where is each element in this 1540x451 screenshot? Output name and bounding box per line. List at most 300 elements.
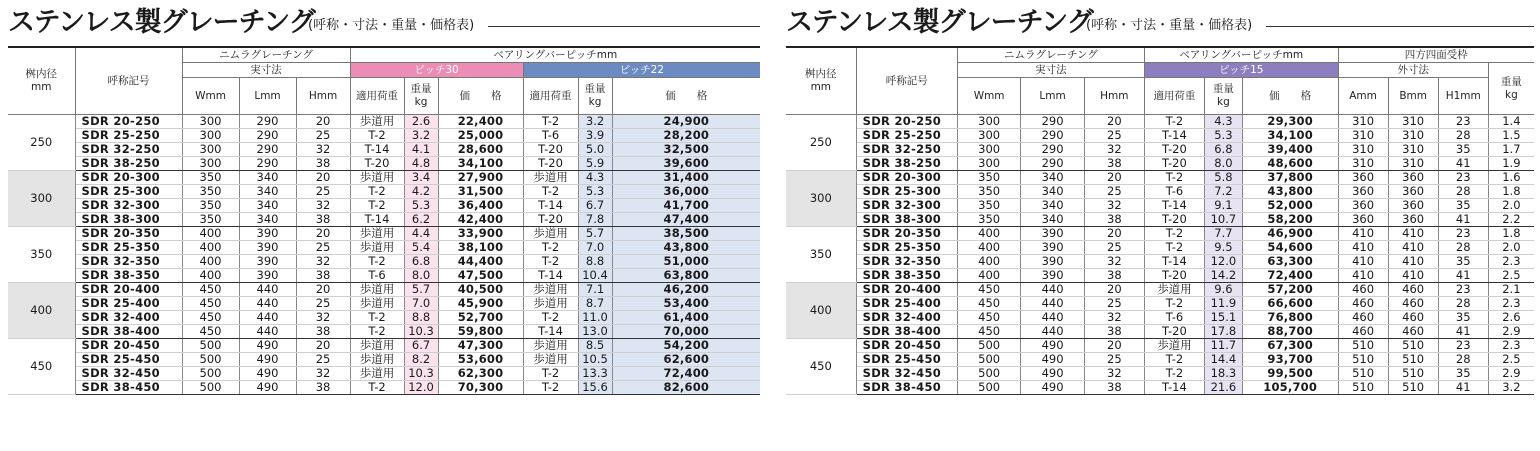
l-cell: 290 — [1021, 129, 1084, 143]
h1-cell: 41 — [1438, 381, 1488, 395]
price-cell: 43,800 — [1242, 185, 1338, 199]
load-cell: T-6 — [350, 269, 404, 283]
table-row — [786, 199, 1534, 213]
price-header: 価 格 — [612, 78, 760, 115]
code-cell: SDR 25-300 — [75, 185, 182, 199]
l-cell: 490 — [1021, 339, 1084, 353]
h-cell: 20 — [1084, 339, 1144, 353]
h-cell: 20 — [1084, 115, 1144, 129]
weight-cell: 8.0 — [1204, 157, 1242, 171]
left-title-row — [8, 6, 760, 46]
left-title-rule — [488, 26, 760, 27]
table-row — [786, 143, 1534, 157]
price-cell: 33,900 — [438, 227, 523, 241]
frame-weight-cell: 2.3 — [1488, 297, 1534, 311]
h1-cell: 35 — [1438, 143, 1488, 157]
b-cell: 510 — [1388, 367, 1438, 381]
well-dia-header: 桝内径 mm — [786, 47, 856, 115]
h-cell: 25 — [1084, 129, 1144, 143]
code-cell: SDR 32-300 — [856, 199, 957, 213]
code-cell: SDR 25-250 — [75, 129, 182, 143]
w-cell: 350 — [182, 213, 239, 227]
weight-cell: 7.8 — [578, 213, 612, 227]
price-cell: 58,200 — [1242, 213, 1338, 227]
h-cell: 32 — [296, 143, 350, 157]
product-header: ニムラグレーチング — [957, 47, 1144, 63]
w-cell: 350 — [957, 171, 1020, 185]
code-cell: SDR 25-300 — [856, 185, 957, 199]
frame-weight-cell: 1.4 — [1488, 115, 1534, 129]
price-cell: 38,500 — [612, 227, 760, 241]
h1-cell: 41 — [1438, 213, 1488, 227]
load-cell: 歩道用 — [523, 297, 578, 311]
code-cell: SDR 20-350 — [856, 227, 957, 241]
w-cell: 500 — [957, 353, 1020, 367]
price-cell: 36,000 — [612, 185, 760, 199]
weight-cell: 12.0 — [1204, 255, 1242, 269]
frame-weight-cell: 2.5 — [1488, 269, 1534, 283]
load-cell: T-2 — [523, 185, 578, 199]
h1-cell: 28 — [1438, 353, 1488, 367]
price-cell: 25,000 — [438, 129, 523, 143]
weight-cell: 2.6 — [404, 115, 438, 129]
load-cell: 歩道用 — [523, 283, 578, 297]
load-cell: 歩道用 — [523, 339, 578, 353]
table-row — [786, 157, 1534, 171]
h-cell: 32 — [296, 311, 350, 325]
l-cell: 490 — [239, 339, 296, 353]
code-cell: SDR 32-400 — [75, 311, 182, 325]
code-cell: SDR 25-400 — [75, 297, 182, 311]
l-cell: 290 — [239, 129, 296, 143]
w-cell: 300 — [182, 115, 239, 129]
weight-cell: 7.0 — [404, 297, 438, 311]
l-cell: 440 — [1021, 283, 1084, 297]
load-cell: 歩道用 — [350, 115, 404, 129]
price-cell: 51,000 — [612, 255, 760, 269]
well-diameter-cell: 450 — [8, 339, 75, 395]
b-cell: 460 — [1388, 283, 1438, 297]
price-cell: 53,400 — [612, 297, 760, 311]
load-cell: T-20 — [1144, 269, 1204, 283]
w-cell: 400 — [182, 269, 239, 283]
a-cell: 360 — [1338, 199, 1388, 213]
price-cell: 48,600 — [1242, 157, 1338, 171]
w-cell: 400 — [957, 255, 1020, 269]
frame-weight-cell: 2.0 — [1488, 241, 1534, 255]
price-cell: 70,000 — [612, 325, 760, 339]
frame-weight-cell: 2.3 — [1488, 339, 1534, 353]
price-cell: 31,500 — [438, 185, 523, 199]
load-header: 適用荷重 — [350, 78, 404, 115]
table-row — [786, 339, 1534, 353]
h-cell: 32 — [1084, 255, 1144, 269]
a-cell: 460 — [1338, 325, 1388, 339]
table-row — [8, 269, 760, 283]
load-cell: T-2 — [350, 185, 404, 199]
weight-cell: 5.9 — [578, 157, 612, 171]
w-cell: 350 — [182, 185, 239, 199]
left-title: ステンレス製グレーチング — [8, 7, 315, 38]
l-cell: 340 — [1021, 185, 1084, 199]
w-cell: 500 — [957, 339, 1020, 353]
load-cell: T-14 — [1144, 381, 1204, 395]
l-cell: 290 — [1021, 115, 1084, 129]
h1-cell: 23 — [1438, 339, 1488, 353]
price-cell: 28,600 — [438, 143, 523, 157]
pitch-30-header: ピッチ30 — [350, 63, 523, 78]
price-cell: 54,600 — [1242, 241, 1338, 255]
a-cell: 510 — [1338, 367, 1388, 381]
price-cell: 34,100 — [1242, 129, 1338, 143]
load-cell: T-2 — [1144, 241, 1204, 255]
frame-weight-cell: 2.0 — [1488, 199, 1534, 213]
weight-cell: 10.3 — [404, 367, 438, 381]
table-row — [786, 367, 1534, 381]
l-cell: 390 — [239, 241, 296, 255]
l-cell: 340 — [1021, 171, 1084, 185]
load-cell: T-2 — [523, 255, 578, 269]
code-header: 呼称記号 — [856, 47, 957, 115]
frame-weight-cell: 2.2 — [1488, 213, 1534, 227]
w-cell: 300 — [957, 115, 1020, 129]
table-row — [786, 325, 1534, 339]
table-row — [786, 269, 1534, 283]
load-cell: T-14 — [523, 325, 578, 339]
l-cell: 290 — [239, 115, 296, 129]
w-cell: 500 — [182, 353, 239, 367]
load-cell: T-2 — [1144, 297, 1204, 311]
h-cell: 38 — [1084, 213, 1144, 227]
code-cell: SDR 20-450 — [75, 339, 182, 353]
code-cell: SDR 20-250 — [75, 115, 182, 129]
a-cell: 510 — [1338, 381, 1388, 395]
load-cell: T-14 — [350, 213, 404, 227]
load-cell: T-2 — [523, 311, 578, 325]
h-cell: 32 — [1084, 311, 1144, 325]
price-cell: 46,200 — [612, 283, 760, 297]
bearing-pitch-header: ベアリングバーピッチmm — [350, 47, 760, 63]
frame-weight-cell: 1.8 — [1488, 185, 1534, 199]
load-cell: T-2 — [1144, 367, 1204, 381]
price-cell: 99,500 — [1242, 367, 1338, 381]
h-cell: 20 — [1084, 283, 1144, 297]
table-row — [8, 297, 760, 311]
load-cell: T-2 — [350, 381, 404, 395]
w-cell: 400 — [182, 227, 239, 241]
code-cell: SDR 20-400 — [856, 283, 957, 297]
right-subtitle: (呼称・寸法・重量・価格表) — [1086, 18, 1253, 33]
l-cell: 440 — [239, 325, 296, 339]
price-cell: 63,800 — [612, 269, 760, 283]
l-cell: 490 — [239, 353, 296, 367]
b-cell: 510 — [1388, 339, 1438, 353]
l-cell: 290 — [1021, 157, 1084, 171]
code-cell: SDR 38-400 — [75, 325, 182, 339]
h-cell: 25 — [1084, 241, 1144, 255]
weight-cell: 15.6 — [578, 381, 612, 395]
a-cell: 310 — [1338, 129, 1388, 143]
a-cell: 460 — [1338, 297, 1388, 311]
table-row — [786, 171, 1534, 185]
load-cell: 歩道用 — [350, 339, 404, 353]
price-cell: 31,400 — [612, 171, 760, 185]
code-cell: SDR 32-450 — [856, 367, 957, 381]
weight-cell: 17.8 — [1204, 325, 1242, 339]
h-cell: 25 — [296, 353, 350, 367]
l-cell: 390 — [239, 227, 296, 241]
table-row — [8, 213, 760, 227]
h-cell: 25 — [1084, 353, 1144, 367]
well-diameter-cell: 350 — [8, 227, 75, 283]
weight-cell: 6.8 — [404, 255, 438, 269]
weight-cell: 4.1 — [404, 143, 438, 157]
price-cell: 53,600 — [438, 353, 523, 367]
code-cell: SDR 38-450 — [75, 381, 182, 395]
table-row — [8, 129, 760, 143]
code-cell: SDR 38-300 — [856, 213, 957, 227]
h1-cell: 28 — [1438, 241, 1488, 255]
code-cell: SDR 20-300 — [856, 171, 957, 185]
b-cell: 360 — [1388, 185, 1438, 199]
weight-cell: 4.3 — [1204, 115, 1242, 129]
load-cell: T-20 — [1144, 143, 1204, 157]
a-cell: 460 — [1338, 283, 1388, 297]
load-cell: 歩道用 — [350, 283, 404, 297]
frame-header: 四方四面受枠 — [1338, 47, 1534, 63]
w-cell: 500 — [957, 381, 1020, 395]
price-cell: 82,600 — [612, 381, 760, 395]
weight-cell: 4.8 — [404, 157, 438, 171]
w-cell: 450 — [182, 283, 239, 297]
load-cell: 歩道用 — [350, 227, 404, 241]
h-cell: 38 — [1084, 269, 1144, 283]
l-cell: 340 — [239, 185, 296, 199]
b-cell: 310 — [1388, 143, 1438, 157]
h1-cell: 23 — [1438, 171, 1488, 185]
weight-cell: 5.3 — [1204, 129, 1242, 143]
load-cell: T-2 — [1144, 227, 1204, 241]
h-cell: 38 — [296, 325, 350, 339]
l-cell: 390 — [239, 255, 296, 269]
b-cell: 410 — [1388, 269, 1438, 283]
code-cell: SDR 20-300 — [75, 171, 182, 185]
code-cell: SDR 20-250 — [856, 115, 957, 129]
w-cell: 300 — [182, 143, 239, 157]
table-row — [786, 213, 1534, 227]
h-cell: 38 — [1084, 157, 1144, 171]
weight-cell: 6.8 — [1204, 143, 1242, 157]
l-cell: 340 — [239, 171, 296, 185]
weight-cell: 6.7 — [578, 199, 612, 213]
well-diameter-cell: 350 — [786, 227, 856, 283]
w-cell: 300 — [957, 143, 1020, 157]
price-cell: 42,400 — [438, 213, 523, 227]
l-cell: 340 — [239, 213, 296, 227]
price-cell: 52,700 — [438, 311, 523, 325]
l-cell: 340 — [1021, 213, 1084, 227]
w-cell: 450 — [182, 325, 239, 339]
table-row — [786, 297, 1534, 311]
l-cell: 290 — [239, 143, 296, 157]
table-row — [8, 115, 760, 129]
weight-cell: 9.6 — [1204, 283, 1242, 297]
weight-cell: 18.3 — [1204, 367, 1242, 381]
w-cell: 400 — [957, 227, 1020, 241]
load-cell: T-14 — [523, 269, 578, 283]
l-header: Lmm — [239, 78, 296, 115]
weight-cell: 13.3 — [578, 367, 612, 381]
w-cell: 450 — [957, 297, 1020, 311]
price-cell: 88,700 — [1242, 325, 1338, 339]
price-cell: 41,700 — [612, 199, 760, 213]
price-cell: 57,200 — [1242, 283, 1338, 297]
code-cell: SDR 38-350 — [856, 269, 957, 283]
code-cell: SDR 38-350 — [75, 269, 182, 283]
l-header: Lmm — [1021, 78, 1084, 115]
table-row — [8, 227, 760, 241]
l-cell: 440 — [1021, 297, 1084, 311]
frame-weight-cell: 3.2 — [1488, 381, 1534, 395]
load-cell: T-6 — [1144, 185, 1204, 199]
price-cell: 40,500 — [438, 283, 523, 297]
price-cell: 28,200 — [612, 129, 760, 143]
price-cell: 47,500 — [438, 269, 523, 283]
price-cell: 24,900 — [612, 115, 760, 129]
h-header: Hmm — [296, 78, 350, 115]
b-cell: 310 — [1388, 129, 1438, 143]
l-cell: 390 — [1021, 227, 1084, 241]
price-cell: 62,300 — [438, 367, 523, 381]
table-row — [786, 255, 1534, 269]
w-cell: 300 — [182, 157, 239, 171]
b-cell: 460 — [1388, 311, 1438, 325]
code-cell: SDR 38-250 — [856, 157, 957, 171]
price-cell: 37,800 — [1242, 171, 1338, 185]
table-row — [786, 311, 1534, 325]
weight-cell: 9.1 — [1204, 199, 1242, 213]
b-cell: 510 — [1388, 353, 1438, 367]
load-cell: T-2 — [523, 367, 578, 381]
load-cell: T-2 — [523, 381, 578, 395]
price-cell: 62,600 — [612, 353, 760, 367]
code-cell: SDR 25-400 — [856, 297, 957, 311]
weight-cell: 5.7 — [578, 227, 612, 241]
w-header: Wmm — [957, 78, 1020, 115]
well-diameter-cell: 400 — [786, 283, 856, 339]
w-cell: 450 — [957, 311, 1020, 325]
w-header: Wmm — [182, 78, 239, 115]
weight-cell: 7.0 — [578, 241, 612, 255]
load-cell: T-14 — [523, 199, 578, 213]
w-cell: 450 — [957, 283, 1020, 297]
h1-cell: 35 — [1438, 199, 1488, 213]
h1-cell: 41 — [1438, 269, 1488, 283]
w-cell: 400 — [182, 241, 239, 255]
code-cell: SDR 38-250 — [75, 157, 182, 171]
left-table-body — [8, 115, 760, 395]
price-cell: 43,800 — [612, 241, 760, 255]
table-row — [786, 381, 1534, 395]
code-cell: SDR 32-400 — [856, 311, 957, 325]
weight-cell: 12.0 — [404, 381, 438, 395]
h-cell: 20 — [296, 171, 350, 185]
w-cell: 350 — [957, 199, 1020, 213]
l-cell: 490 — [239, 381, 296, 395]
well-diameter-cell: 400 — [8, 283, 75, 339]
table-row — [8, 171, 760, 185]
price-cell: 67,300 — [1242, 339, 1338, 353]
a-cell: 360 — [1338, 213, 1388, 227]
w-cell: 450 — [957, 325, 1020, 339]
h-cell: 32 — [1084, 367, 1144, 381]
well-dia-header: 桝内径 mm — [8, 47, 75, 115]
actual-size-header: 実寸法 — [957, 63, 1144, 78]
weight-cell: 8.8 — [404, 311, 438, 325]
a-cell: 410 — [1338, 255, 1388, 269]
table-row — [8, 339, 760, 353]
l-cell: 340 — [239, 199, 296, 213]
right-title: ステンレス製グレーチング — [786, 7, 1093, 38]
w-cell: 400 — [957, 241, 1020, 255]
load-cell: 歩道用 — [350, 297, 404, 311]
frame-weight-cell: 2.5 — [1488, 353, 1534, 367]
load-cell: 歩道用 — [1144, 339, 1204, 353]
code-cell: SDR 20-450 — [856, 339, 957, 353]
a-cell: 410 — [1338, 269, 1388, 283]
h-cell: 25 — [1084, 297, 1144, 311]
right-table-body — [786, 115, 1534, 395]
load-cell: T-2 — [1144, 353, 1204, 367]
h-cell: 20 — [296, 227, 350, 241]
weight-cell: 8.0 — [404, 269, 438, 283]
price-cell: 34,100 — [438, 157, 523, 171]
load-cell: 歩道用 — [523, 227, 578, 241]
h-cell: 20 — [296, 339, 350, 353]
weight-cell: 5.3 — [404, 199, 438, 213]
table-row — [786, 115, 1534, 129]
price-cell: 66,600 — [1242, 297, 1338, 311]
price-cell: 47,300 — [438, 339, 523, 353]
table-row — [8, 157, 760, 171]
h-cell: 32 — [296, 255, 350, 269]
l-cell: 490 — [1021, 381, 1084, 395]
l-cell: 390 — [1021, 269, 1084, 283]
a-cell: 360 — [1338, 171, 1388, 185]
frame-weight-cell: 2.9 — [1488, 325, 1534, 339]
weight-cell: 6.7 — [404, 339, 438, 353]
price-cell: 39,600 — [612, 157, 760, 171]
w-cell: 400 — [182, 255, 239, 269]
weight-header: 重量 kg — [1204, 78, 1242, 115]
load-cell: T-2 — [523, 241, 578, 255]
price-cell: 63,300 — [1242, 255, 1338, 269]
load-cell: T-2 — [350, 199, 404, 213]
load-cell: T-2 — [350, 311, 404, 325]
load-header: 適用荷重 — [1144, 78, 1204, 115]
table-row — [786, 227, 1534, 241]
load-cell: T-20 — [1144, 157, 1204, 171]
code-cell: SDR 25-450 — [75, 353, 182, 367]
h1-cell: 41 — [1438, 325, 1488, 339]
h-cell: 38 — [296, 269, 350, 283]
product-header: ニムラグレーチング — [182, 47, 350, 63]
load-cell: T-14 — [1144, 255, 1204, 269]
weight-cell: 7.2 — [1204, 185, 1242, 199]
h-cell: 38 — [1084, 381, 1144, 395]
l-cell: 440 — [1021, 325, 1084, 339]
weight-cell: 5.7 — [404, 283, 438, 297]
